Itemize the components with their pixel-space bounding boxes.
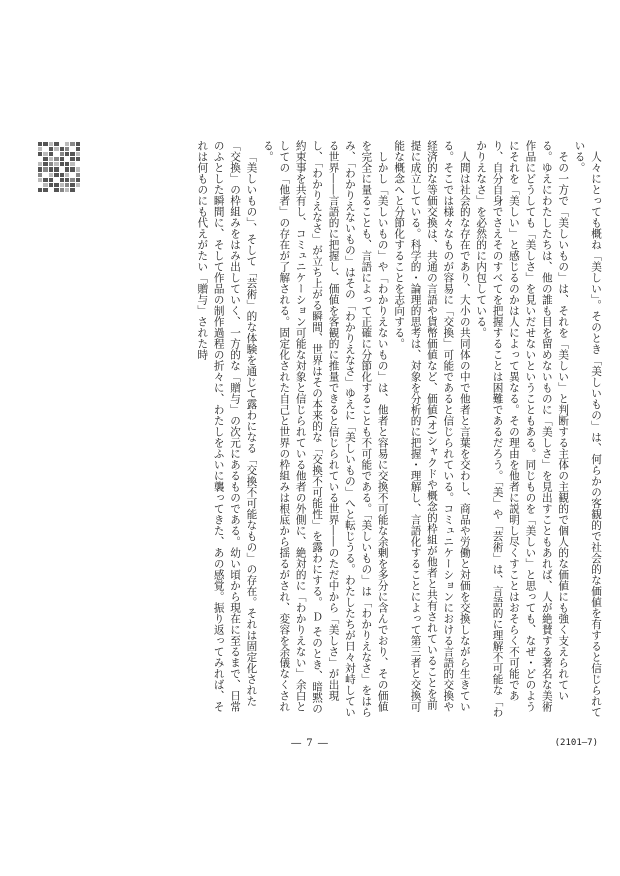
page-number: ― 7 ― [291, 738, 329, 749]
paragraph-5: 「美しいもの」、そして「芸術」的な体験を通じて露わになる「交換不可能なもの」の存在。それは固定化された「交換」の枠組みをはみ出していく、一方的な「贈与」の次元にあるものである。幼い頃から現在に至るまで、日常のふとした瞬間に、そして作品の制作過程の折々に、わたしをふいに襲ってきた、あの感覚。振り返ってみれば、それは何ものにも代えがたい「贈与」された時 [196, 140, 258, 712]
vertical-body-text [176, 140, 604, 720]
document-code: (2101―7) [554, 738, 598, 748]
paragraph-1: 人々にとっても概ね「美しい」。そのとき「美しいもの」は、何らかの客観的で社会的な価値を有すると信じられている。 [573, 140, 602, 718]
paragraph-3: 人間は社会的な存在であり、大小の共同体の中で他者と言葉を交わし、商品や労働と対価を交換しながら生きている。そこでは様々なものが容易に「交換」可能であると信じられている。コミュニケーションにおける言語的交換や経済的な等価交換は、共通の言語や貨幣価値など、価値(オ)シャクドや概念的枠組が他者と共有されていることを前提に成立している。科学的・論理的思考は、対象を分析的に把握・理解し、言語化することによって第三者と交換可能な概念へと分節化することを志向する。 [393, 140, 471, 712]
qr-code-mark [38, 142, 80, 192]
paragraph-4: しかし「美しいもの」や「わかりえないもの」は、他者と容易に交換不可能な余剰を多分に含んでおり、その価値を完全に量ることも、言語によって正確に分節化することも不可能である。「美しいもの」は「わかりえなさ」をはらみ、「わかりえないもの」はその「わかりえなさ」ゆえに「美しいもの」へと転じうる。わたしたちが日々対峙している世界――言語的に把握し、価値を客観的に推量できると信じられている世界――のただ中から「美しさ」が出現し、「わかりえなさ」が立ち上がる瞬間、世界はその本来的な「交換不可能性」を露わにする。 Ｄ そのとき、暗黙の約束事を共有し、コミュニケーション可能な対象と信じられている他者の外側に、絶対的に「わかりえない」余白としての「他者」の存在が了解される。固定化された自己と世界の枠組みは根底から揺るがされ、変容を余儀なくされる。 [261, 140, 389, 718]
paragraph-2: その一方で「美しいもの」は、それを「美しい」と判断する主体の主観的で個人的な価値にも強く支えられている。ゆえにわたしたちは、他の誰も目を留めないものに「美しさ」を見出すこともあれば、人が絶賛する著名な美術作品にどうしても「美しさ」を見いだせないということもある。同じものを「美しい」と思っても、なぜ・どのようにそれを「美しい」と感じるのかは人によって異なる。その理由を他者に説明し尽くすことはおそらく不可能であり、自分自身でさえそのすべてを把握することは困難であるだろう。「美」や「芸術」は、言語的に理解不可能な「わかりえなさ」を必然的に内包している。 [475, 140, 570, 718]
